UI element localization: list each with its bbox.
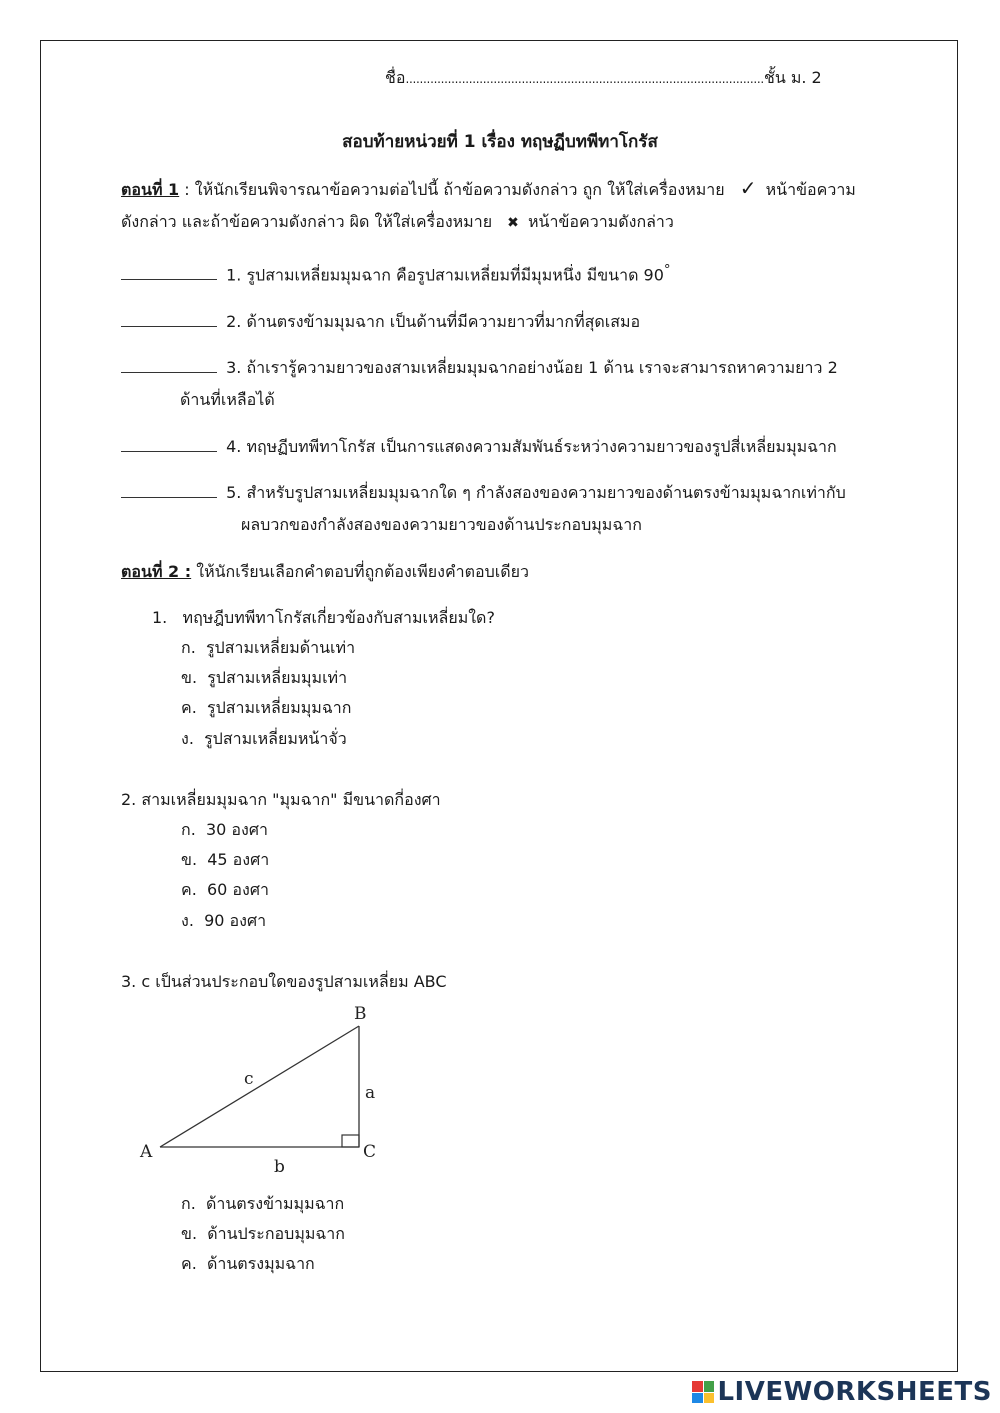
choice-text: รูปสามเหลี่ยมมุมฉาก xyxy=(206,698,352,717)
side-c-line xyxy=(160,1026,359,1147)
vertex-a-label: A xyxy=(140,1142,153,1162)
choice-key: ก. xyxy=(181,638,196,657)
question-text: ทฤษฎีบทพีทาโกรัสเกี่ยวข้องกับสามเหลี่ยมใด? xyxy=(182,608,495,627)
q2-choice-a[interactable] xyxy=(181,818,268,843)
check-icon: ✓ xyxy=(739,176,757,200)
tf-item-1 xyxy=(121,263,671,288)
tf-item-3 xyxy=(121,356,838,381)
choice-key: ก. xyxy=(181,1194,196,1213)
name-label: ชื่อ xyxy=(385,68,406,87)
brand-name: LIVEWORKSHEETS xyxy=(717,1377,992,1407)
choice-text: รูปสามเหลี่ยมด้านเท่า xyxy=(205,638,356,657)
q2-choice-d[interactable] xyxy=(181,909,266,934)
choice-text: 30 องศา xyxy=(205,820,268,839)
choice-key: ง. xyxy=(181,729,194,748)
choice-text: 90 องศา xyxy=(204,911,267,930)
choice-text: ด้านประกอบมุมฉาก xyxy=(207,1224,345,1243)
part2-label: ตอนที่ 2 : xyxy=(121,562,192,581)
right-triangle-diagram xyxy=(130,995,390,1180)
right-angle-marker xyxy=(342,1135,359,1147)
side-b-label: b xyxy=(274,1157,285,1177)
question-3: 3. c เป็นส่วนประกอบใดของรูปสามเหลี่ยม ABC xyxy=(121,972,447,991)
part1-instruction-a: ให้นักเรียนพิจารณาข้อความต่อไปนี้ ถ้าข้อความดังกล่าว ถูก ให้ใส่เครื่องหมาย xyxy=(194,180,725,199)
page-title: สอบท้ายหน่วยที่ 1 เรื่อง ทฤษฏีบทพีทาโกรัส xyxy=(342,132,658,152)
q1-choice-b[interactable] xyxy=(181,666,347,691)
part1-label: ตอนที่ 1 xyxy=(121,180,180,199)
choice-key: ข. xyxy=(181,668,198,687)
choice-key: ข. xyxy=(181,1224,198,1243)
choice-key: ค. xyxy=(181,1254,197,1273)
q1-choice-c[interactable] xyxy=(181,696,351,721)
tf-item-text: 2. ด้านตรงข้ามมุมฉาก เป็นด้านที่มีความยาวที่มากที่สุดเสมอ xyxy=(226,312,641,331)
tf-item-4 xyxy=(121,435,837,460)
liveworksheets-logo-icon xyxy=(692,1381,714,1403)
logo-cell xyxy=(704,1381,715,1392)
part1-instruction-c: ดังกล่าว และถ้าข้อความดังกล่าว ผิด ให้ใส่เครื่องหมาย xyxy=(121,212,493,231)
question-1 xyxy=(152,606,495,631)
liveworksheets-footer xyxy=(692,1377,992,1407)
name-line xyxy=(385,66,822,91)
tf-item-text: 5. สำหรับรูปสามเหลี่ยมมุมฉากใด ๆ กำลังสองของความยาวของด้านตรงข้ามมุมฉากเท่ากับ xyxy=(226,483,846,502)
tf-item-5-cont: ผลบวกของกำลังสองของความยาวของด้านประกอบมุมฉาก xyxy=(241,515,642,534)
part2-instruction-text: ให้นักเรียนเลือกคำตอบที่ถูกต้องเพียงคำตอบเดียว xyxy=(196,562,530,581)
answer-blank-5[interactable] xyxy=(121,483,217,498)
choice-key: ค. xyxy=(181,880,197,899)
q2-choice-c[interactable] xyxy=(181,878,269,903)
part2-instruction xyxy=(121,560,529,585)
choice-text: รูปสามเหลี่ยมหน้าจั่ว xyxy=(204,729,347,748)
logo-cell xyxy=(704,1393,715,1404)
choice-key: ค. xyxy=(181,698,197,717)
logo-cell xyxy=(692,1393,703,1404)
answer-blank-1[interactable] xyxy=(121,265,217,280)
tf-item-text: 1. รูปสามเหลี่ยมมุมฉาก คือรูปสามเหลี่ยมที่มีมุมหนึ่ง มีขนาด 90 xyxy=(226,265,664,285)
part1-instruction-d: หน้าข้อความดังกล่าว xyxy=(528,212,674,231)
q3-choice-c[interactable] xyxy=(181,1252,315,1277)
side-c-label: c xyxy=(244,1069,254,1089)
q2-choice-b[interactable] xyxy=(181,848,269,873)
q3-choice-a[interactable] xyxy=(181,1192,344,1217)
question-number: 1. xyxy=(152,608,168,627)
choice-text: ด้านตรงมุมฉาก xyxy=(206,1254,315,1273)
choice-text: 60 องศา xyxy=(206,880,269,899)
name-dots: ...................................................................................................... xyxy=(405,72,764,86)
answer-blank-4[interactable] xyxy=(121,437,217,452)
tf-item-2 xyxy=(121,310,640,335)
answer-blank-2[interactable] xyxy=(121,312,217,327)
q1-choice-d[interactable] xyxy=(181,727,347,752)
tf-item-5 xyxy=(121,481,846,506)
part1-instruction-line2 xyxy=(121,210,674,235)
vertex-b-label: B xyxy=(354,1004,367,1024)
choice-key: ข. xyxy=(181,850,198,869)
class-label: ชั้น ม. 2 xyxy=(763,68,822,87)
side-a-label: a xyxy=(365,1083,376,1103)
vertex-c-label: C xyxy=(363,1142,377,1162)
tf-item-3-cont: ด้านที่เหลือได้ xyxy=(180,390,275,409)
cross-icon: ✖ xyxy=(507,215,519,231)
q3-choice-b[interactable] xyxy=(181,1222,345,1247)
part1-instruction-line1 xyxy=(121,176,856,203)
answer-blank-3[interactable] xyxy=(121,358,217,373)
choice-text: 45 องศา xyxy=(207,850,270,869)
part1-instruction-b: หน้าข้อความ xyxy=(765,180,856,199)
choice-key: ง. xyxy=(181,911,194,930)
choice-text: รูปสามเหลี่ยมมุมเท่า xyxy=(207,668,348,687)
tf-item-text: 3. ถ้าเรารู้ความยาวของสามเหลี่ยมมุมฉากอย่างน้อย 1 ด้าน เราจะสามารถหาความยาว 2 xyxy=(226,358,838,377)
tf-item-text: 4. ทฤษฏีบทพีทาโกรัส เป็นการแสดงความสัมพันธ์ระหว่างความยาวของรูปสี่เหลี่ยมมุมฉาก xyxy=(226,437,837,456)
q1-choice-a[interactable] xyxy=(181,636,355,661)
choice-text: ด้านตรงข้ามมุมฉาก xyxy=(205,1194,345,1213)
degree-sign: ° xyxy=(663,263,671,278)
choice-key: ก. xyxy=(181,820,196,839)
logo-cell xyxy=(692,1381,703,1392)
part1-sep: : xyxy=(179,180,195,199)
question-2: 2. สามเหลี่ยมมุมฉาก "มุมฉาก" มีขนาดกี่องศา xyxy=(121,790,441,809)
